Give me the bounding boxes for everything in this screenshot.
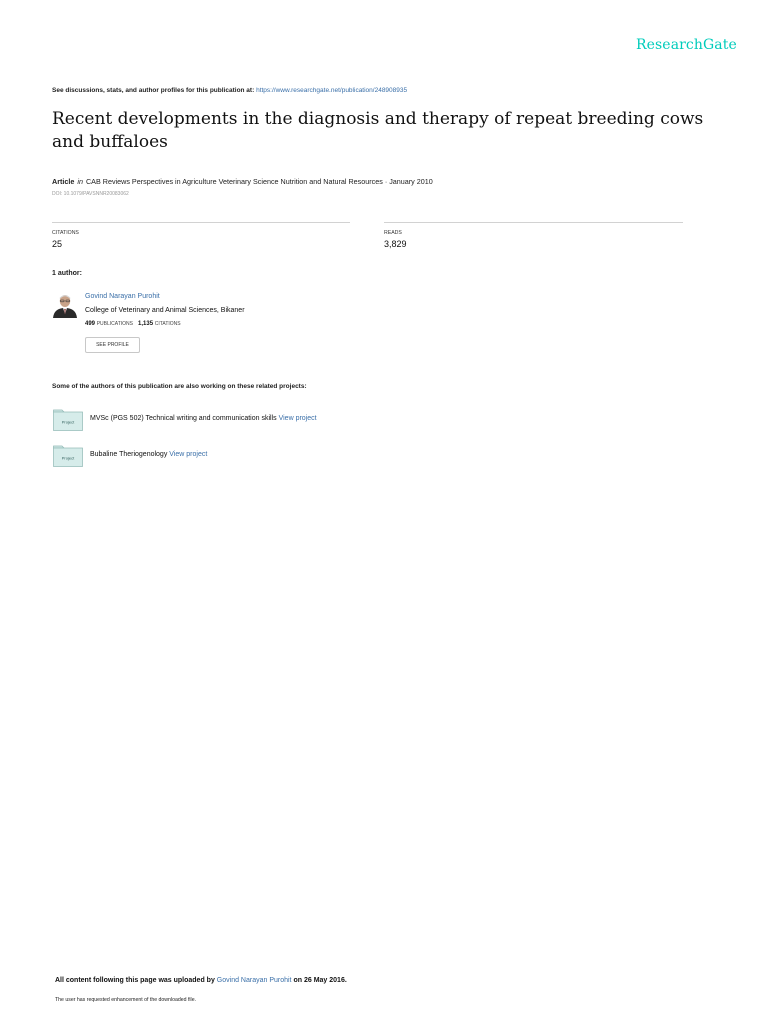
project-item bbox=[90, 415, 317, 422]
upload-prefix: All content following this page was uploaded by bbox=[55, 977, 215, 984]
citations-value: 25 bbox=[52, 239, 63, 249]
discussion-text: See discussions, stats, and author profiles for this publication at: bbox=[52, 87, 255, 94]
citations-divider bbox=[52, 222, 350, 223]
discussion-line bbox=[52, 87, 407, 94]
upload-date: on 26 May 2016. bbox=[293, 977, 347, 984]
journal-name: CAB Reviews Perspectives in Agriculture Veterinary Science Nutrition and Natural Resources bbox=[85, 177, 383, 186]
author-stats bbox=[85, 321, 181, 327]
publications-count: 499 bbox=[85, 321, 96, 327]
upload-footer bbox=[55, 977, 347, 984]
author-affiliation: College of Veterinary and Animal Sciences, Bikaner bbox=[85, 307, 245, 314]
author-citations-count: 1,135 bbox=[138, 321, 154, 327]
publication-link[interactable]: https://www.researchgate.net/publication/248908935 bbox=[256, 87, 408, 94]
article-type: Article bbox=[52, 177, 75, 186]
related-projects-heading: Some of the authors of this publication are also working on these related projects: bbox=[52, 383, 307, 390]
author-avatar[interactable] bbox=[53, 292, 77, 318]
view-project-link[interactable]: View project bbox=[278, 415, 317, 422]
author-name-link[interactable]: Govind Narayan Purohit bbox=[85, 293, 160, 300]
article-date: · January 2010 bbox=[384, 177, 433, 186]
project-title: MVSc (PGS 502) Technical writing and communication skills bbox=[90, 415, 277, 422]
project-folder-icon[interactable] bbox=[53, 445, 83, 467]
reads-label: READS bbox=[384, 230, 402, 236]
uploader-link[interactable]: Govind Narayan Purohit bbox=[216, 977, 292, 984]
publications-label: PUBLICATIONS bbox=[96, 321, 133, 327]
article-doi: DOI: 10.1079/PAVSNNR20083062 bbox=[52, 191, 129, 197]
project-folder-label: Project bbox=[61, 455, 75, 461]
reads-divider bbox=[384, 222, 683, 223]
author-citations-label: CITATIONS bbox=[154, 321, 181, 327]
article-meta bbox=[52, 177, 433, 186]
project-item bbox=[90, 451, 207, 458]
view-project-link[interactable]: View project bbox=[169, 451, 208, 458]
researchgate-logo[interactable]: ResearchGate bbox=[636, 37, 737, 53]
project-title: Bubaline Theriogenology bbox=[90, 451, 168, 458]
authors-heading: 1 author: bbox=[52, 270, 82, 277]
in-word: in bbox=[77, 177, 83, 186]
citations-label: CITATIONS bbox=[52, 230, 79, 236]
article-title: Recent developments in the diagnosis and therapy of repeat breeding cows and buffaloes bbox=[52, 109, 704, 152]
project-folder-icon[interactable] bbox=[53, 409, 83, 431]
project-folder-label: Project bbox=[61, 419, 75, 425]
see-profile-button[interactable]: SEE PROFILE bbox=[85, 337, 140, 353]
reads-value: 3,829 bbox=[384, 239, 407, 249]
enhancement-note: The user has requested enhancement of the downloaded file. bbox=[55, 997, 197, 1003]
